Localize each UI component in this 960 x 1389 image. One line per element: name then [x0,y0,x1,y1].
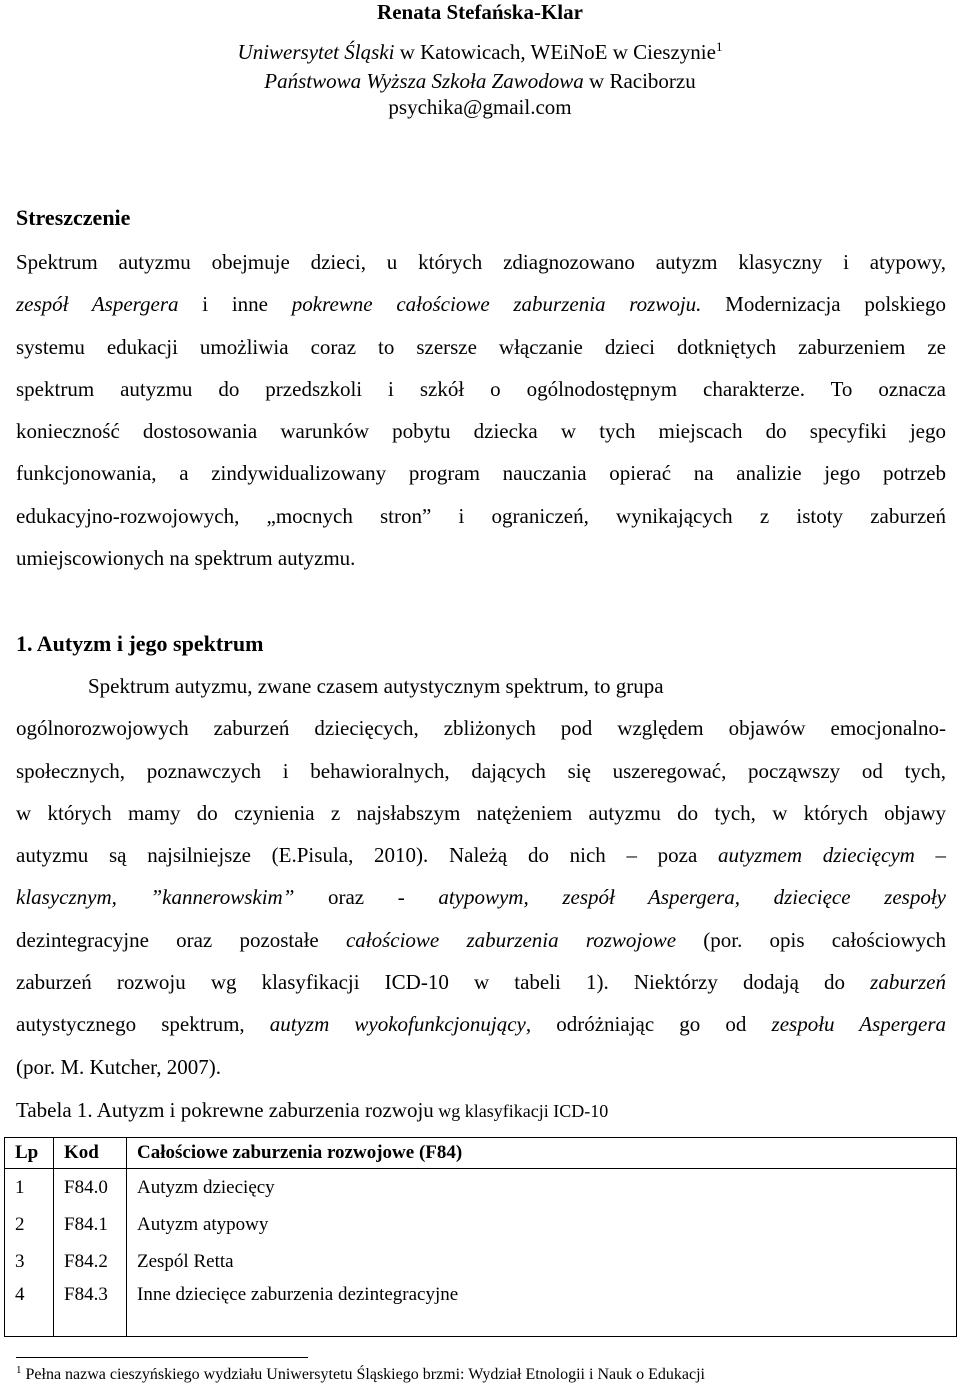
abstract-line: umiejscowionych na spektrum autyzmu. [16,546,356,571]
affiliation-1 [0,40,960,64]
term-pervasive-disorders: całościowe zaburzenia rozwojowe [345,927,677,952]
affiliation-1-university: Uniwersytet Śląski [237,40,395,64]
text-fragment: autyzmu są najsilniejsze (E.Pisula, 2010). Należą do nich – poza [16,843,719,868]
term-atypical: atypowym, zespół Aspergera, dziecięce zespoły [438,885,946,910]
cell-lp: 3 [5,1243,54,1280]
footnote-mark: 1 [16,1364,22,1376]
footnote [16,1365,705,1385]
cell-disorder: Zespól Retta [137,1250,234,1272]
author-email: psychika@gmail.com [388,95,572,119]
abstract-line: funkcjonowania, a zindywidualizowany program nauczania opierać na analizie jego potrzeb [16,461,946,486]
header-kod: Kod [54,1138,127,1169]
abstract-paragraph [16,241,946,579]
text-fragment: zaburzeń rozwoju wg klasyfikacji ICD-10 w tabeli 1). Niektórzy dodają do [16,970,871,995]
abstract-line: systemu edukacji umożliwia coraz to szersze włączanie dzieci dotkniętych zaburzeniem ze [16,334,946,359]
section-line [16,961,946,1003]
header-lp: Lp [5,1138,54,1169]
text-fragment: dezintegracyjne oraz pozostałe [16,927,346,952]
caption-main: Tabela 1. Autyzm i pokrewne zaburzenia rozwoju [16,1098,434,1122]
abstract-line: Spektrum autyzmu obejmuje dzieci, u których zdiagnozowano autyzm klasyczny i atypowy, [16,250,946,274]
text-fragment: autystycznego spektrum, [16,1012,270,1037]
cell-lp: 1 [5,1169,54,1207]
cell-lp: 2 [5,1206,54,1243]
section-paragraph [16,665,946,1088]
footnote-separator [16,1357,308,1358]
cell-code: F84.2 [54,1243,127,1280]
table-row [5,1206,957,1243]
cell-code: F84.0 [54,1169,127,1207]
text-fragment: Modernizacja polskiego [701,292,946,317]
author-name: Renata Stefańska-Klar [377,0,583,24]
affiliation-1-location: w Katowicach, WEiNoE w Cieszynie [394,40,716,64]
table-caption [16,1097,608,1124]
section-line: (por. M. Kutcher, 2007). [16,1054,222,1079]
term-kanner: klasycznym, ”kannerowskim” [16,885,295,910]
text-fragment: (por. opis całościowych [676,927,946,952]
cell-disorder: Autyzm dziecięcy [137,1176,275,1198]
section-line: Spektrum autyzmu, zwane czasem autystycznym spektrum, to grupa [88,674,664,698]
term-disorders: zaburzeń [870,970,946,995]
affiliation-2-location: w Raciborzu [583,69,696,93]
section-line: ogólnorozwojowych zaburzeń dziecięcych, zbliżonych pod względem objawów emocjonalno- [16,716,946,741]
affiliation-2-school: Państwowa Wyższa Szkoła Zawodowa [264,69,584,93]
cell-lp: 4 [5,1280,54,1337]
cell-disorder: Autyzm atypowy [137,1213,269,1235]
affiliation-2 [0,69,960,93]
section-line: w których mamy do czynienia z najsłabszym natężeniem autyzmu do tych, w których objawy [16,800,946,825]
abstract-line: konieczność dostosowania warunków pobytu dziecka w tych miejscach do specyfiki jego [16,419,946,444]
section-line [16,834,946,876]
term-pervasive: pokrewne całościowe zaburzenia rozwoju. [291,292,702,317]
term-asperger-syndrome: zespołu Aspergera [771,1012,946,1037]
table-row [5,1169,957,1207]
caption-classification: wg klasyfikacji ICD-10 [433,1101,609,1121]
footnote-text: Pełna nazwa cieszyńskiego wydziału Uniwersytetu Śląskiego brzmi: Wydział Etnologii i Nauk o Edukacji [21,1366,705,1383]
footnote-ref[interactable]: 1 [715,39,723,54]
text-fragment: i inne [178,292,292,317]
cell-code: F84.1 [54,1206,127,1243]
text-fragment: oraz - [294,885,439,910]
section-line: społecznych, poznawczych i behawioralnych, dających się uszeregować, począwszy od tych, [16,758,946,783]
table-row [5,1280,957,1337]
cell-code: F84.3 [54,1280,127,1337]
table-header-row [5,1138,957,1169]
table-row [5,1243,957,1280]
section-line [16,876,946,918]
cell-disorder: Inne dziecięce zaburzenia dezintegracyjne [137,1284,459,1305]
abstract-line [16,283,946,325]
section-line [16,1003,946,1045]
section-heading: 1. Autyzm i jego spektrum [16,631,264,656]
header-disorder: Całościowe zaburzenia rozwojowe (F84) [127,1138,957,1169]
text-fragment: , odróżniając go od [525,1012,772,1037]
abstract-line: spektrum autyzmu do przedszkoli i szkół o ogólnodostępnym charakterze. To oznacza [16,376,946,401]
section-line [16,919,946,961]
abstract-line: edukacyjno-rozwojowych, „mocnych stron” i ograniczeń, wynikających z istoty zaburzeń [16,503,946,528]
term-childhood-autism: autyzmem dziecięcym – [718,843,947,868]
term-asperger: zespół Aspergera [16,292,179,317]
abstract-heading: Streszczenie [16,205,131,230]
icd10-table [4,1137,957,1337]
term-high-functioning: autyzm wyokofunkcjonujący [269,1012,526,1037]
